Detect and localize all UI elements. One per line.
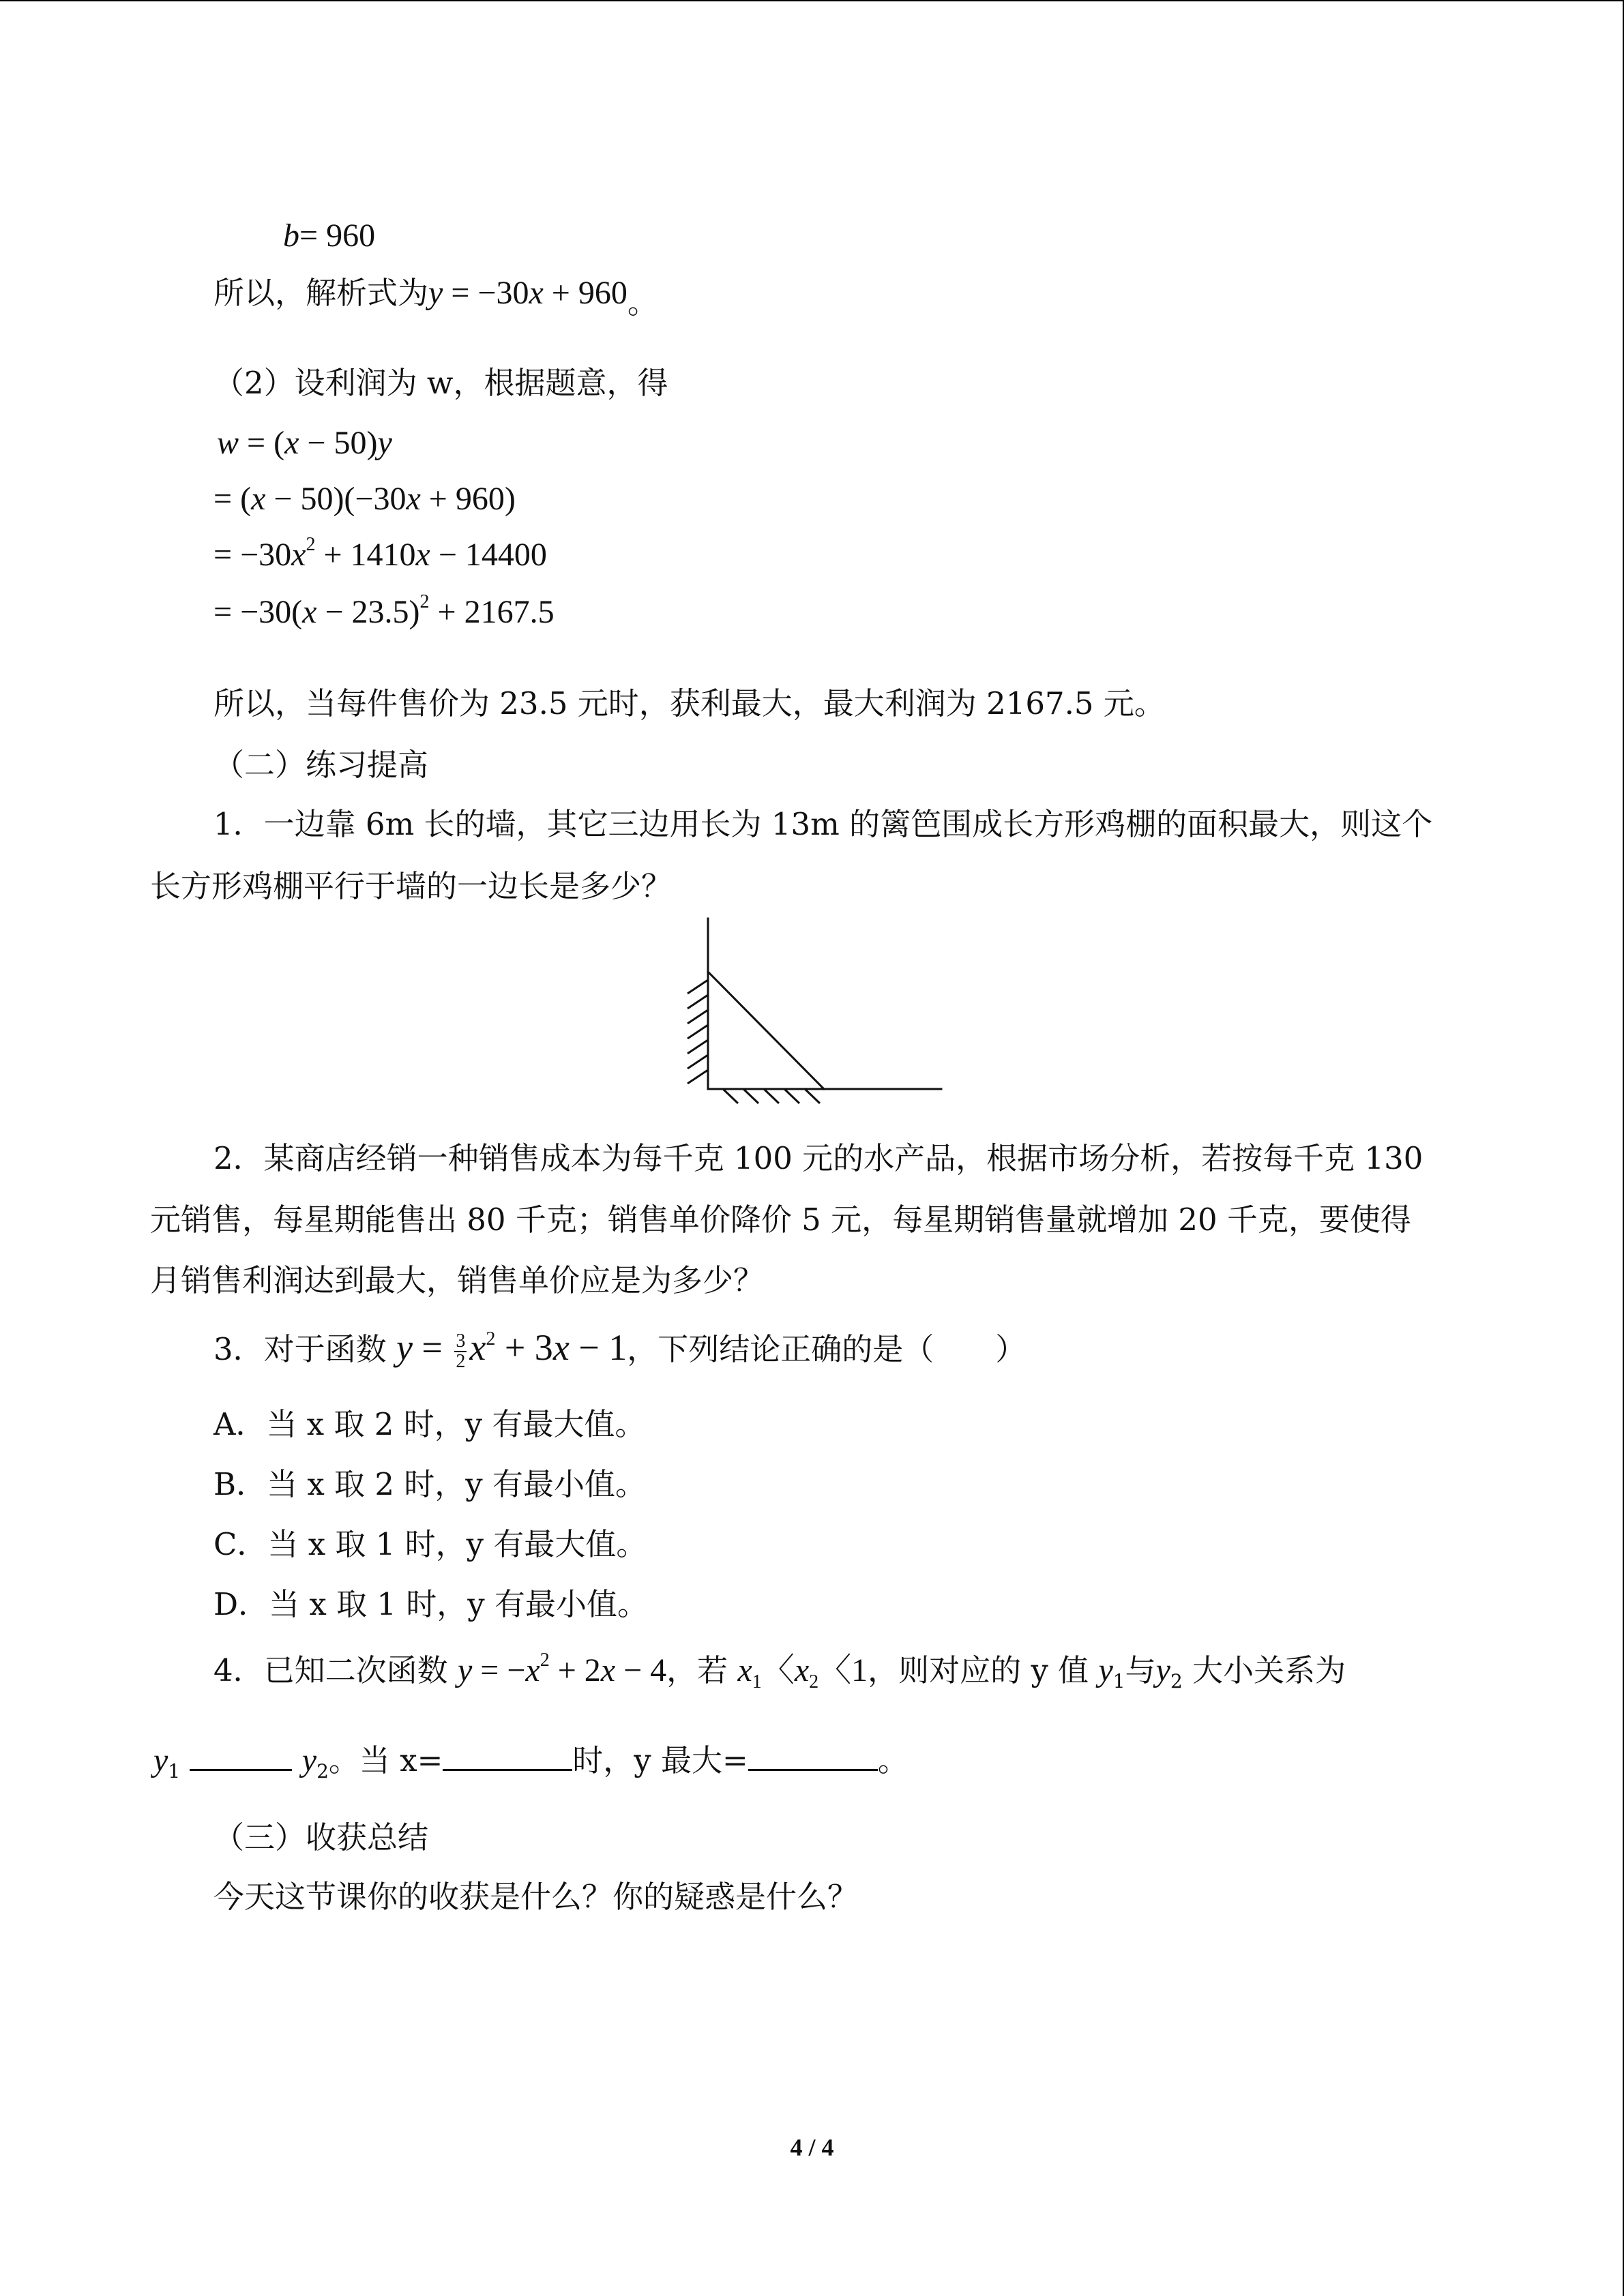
part2-intro: （2）设利润为 w，根据题意，得: [213, 365, 668, 401]
option-d: D．当 x 取 1 时，y 有最小值。: [213, 1586, 649, 1622]
question-4-line-1: 4．已知二次函数 $y = -x^2 + 2x - 4$，若 $x_1$〈$x_2$〈1，则对应的 y 值 $y_1$与$y_2$ 大小关系为: [213, 1650, 1346, 1693]
answer-blank-relation[interactable]: [190, 1739, 292, 1771]
option-b: B．当 x 取 2 时，y 有最小值。: [213, 1466, 647, 1502]
answer-blank-x[interactable]: [443, 1739, 572, 1771]
question-2-line-3: 月销售利润达到最大，销售单价应是为多少？: [150, 1262, 765, 1298]
summary-heading: （三）收获总结: [213, 1819, 429, 1855]
question-2-line-1: 2．某商店经销一种销售成本为每千克 100 元的水产品，根据市场分析，若按每千克 130: [213, 1140, 1423, 1176]
practice-heading: （二）练习提高: [213, 747, 429, 783]
wall-hatching: [688, 980, 708, 1084]
wall-fence-diagram: [668, 915, 955, 1106]
profit-line-4: = $-30(x - 23.5)^2 + 2167.5$: [213, 591, 555, 630]
question-2-line-2: 元销售，每星期能售出 80 千克；销售单价降价 5 元，每星期销售量就增加 20 千克，要使得: [150, 1202, 1411, 1238]
question-3-function: y = $\frac{3}{2}$ $x^2 + 3x - 1$: [396, 1327, 628, 1372]
fraction-three-halves: $\frac{3}{2}$: [456, 1330, 466, 1372]
question-4-condition: $x_1$〈$x_2$〈1: [737, 1652, 868, 1693]
solution-conclusion: 所以，当每件售价为 23.5 元时，获利最大，最大利润为 2167.5 元。: [213, 685, 1165, 721]
page-number: 4 / 4: [790, 2134, 834, 2161]
analytic-formula: y = −30x + 960: [428, 275, 628, 311]
b-equation: b= 960: [283, 218, 376, 254]
question-4-function: $y = -x^2 + 2x - 4$: [457, 1650, 667, 1688]
option-c: C．当 x 取 1 时，y 有最大值。: [213, 1526, 647, 1562]
analytic-expression-line: 所以，解析式为y = −30x + 960。: [213, 275, 658, 320]
profit-line-3: = $-30x^2 + 1410x - 14400$: [213, 534, 547, 573]
profit-line-1: w = (x − 50)y: [217, 425, 392, 461]
question-1-line-2: 长方形鸡棚平行于墙的一边长是多少？: [150, 868, 673, 904]
option-a: A．当 x 取 2 时，y 有最大值。: [213, 1406, 646, 1442]
summary-text: 今天这节课你的收获是什么？你的疑惑是什么？: [213, 1879, 859, 1915]
profit-line-2: = (x − 50)(−30x + 960): [213, 481, 516, 517]
question-4-line-2: $y_1$ $y_2$。当 x= 时，y 最大= 。: [153, 1739, 909, 1785]
question-3: 3．对于函数 y = $\frac{3}{2}$ $x^2 + 3x - 1$，下列结论正确的是（ ）: [213, 1327, 1027, 1372]
question-1-line-1: 1．一边靠 6m 长的墙，其它三边用长为 13m 的篱笆围成长方形鸡棚的面积最大，则这个: [213, 806, 1433, 842]
diagonal-fence: [708, 972, 824, 1089]
answer-blank-y-max[interactable]: [748, 1739, 878, 1771]
ground-hatching: [723, 1089, 820, 1103]
